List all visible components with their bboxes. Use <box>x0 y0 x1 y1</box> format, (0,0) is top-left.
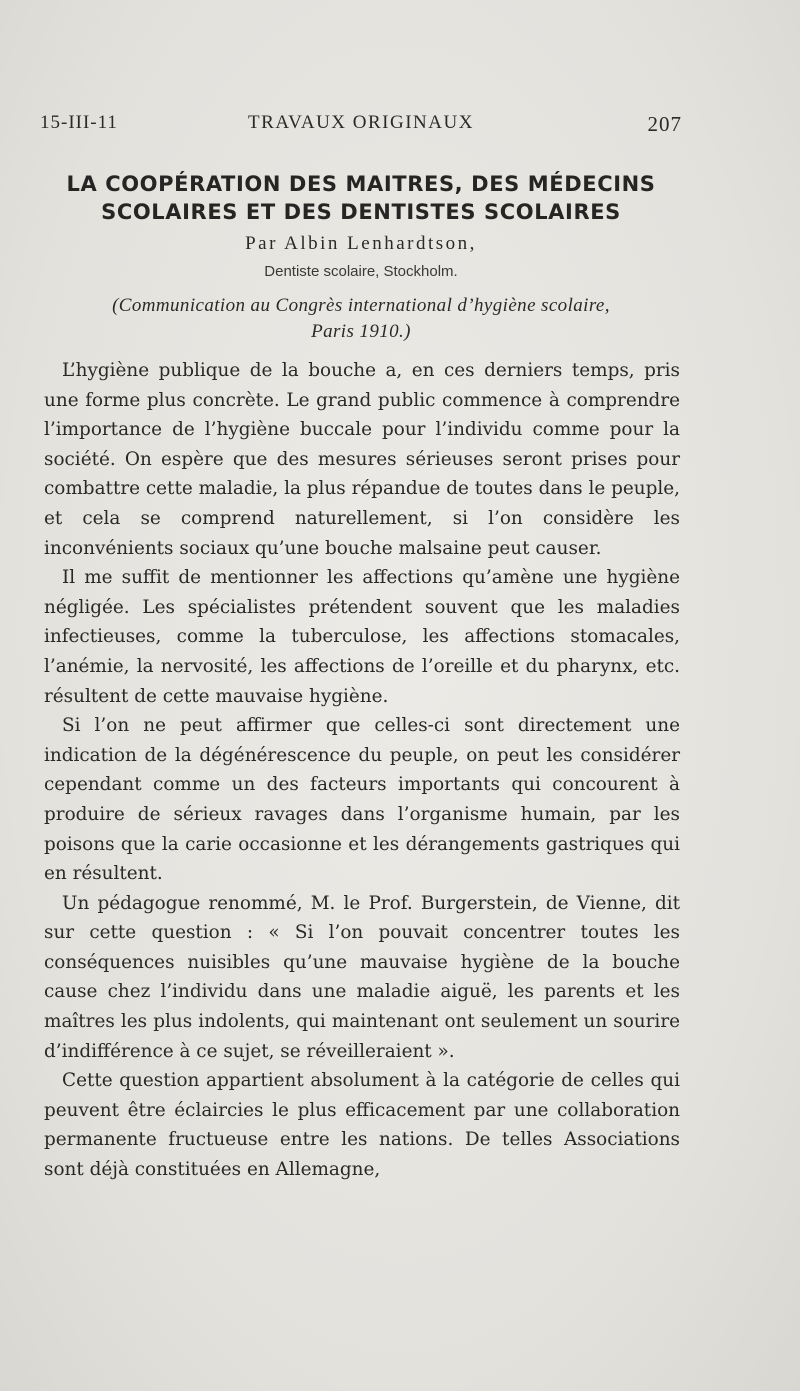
article-body <box>44 356 680 1185</box>
paragraph: Un pédagogue renommé, M. le Prof. Burgerstein, de Vienne, dit sur cette question : « Si l’on pouvait concentrer toutes les conséquences nuisibles qu’une mauvaise hygiène de la bouche cause chez l’individu dans une maladie aiguë, les parents et les maîtres les plus indolents, qui maintenant ont seulement un sourire d’indifférence à ce sujet, se réveilleraient ». <box>44 892 680 1062</box>
paragraph: Si l’on ne peut affirmer que celles-ci sont directement une indication de la dégénérescence du peuple, on peut les considérer cependant comme un des facteurs importants qui concourent à produire de sérieux ravages dans l’organisme humain, par les poisons que la carie occasionne et les dérangements gastriques qui en résultent. <box>44 715 680 885</box>
article-title-line-2: SCOLAIRES ET DES DENTISTES SCOLAIRES <box>101 200 621 224</box>
communication-note <box>40 293 682 345</box>
section-title: TRAVAUX ORIGINAUX <box>248 112 474 133</box>
article-title <box>40 170 682 226</box>
author-affiliation: Dentiste scolaire, Stockholm. <box>264 263 458 280</box>
paragraph: Cette question appartient absolument à la catégorie de celles qui peuvent être éclaircies le plus efficacement par une collaboration permanente fructueuse entre les nations. De telles Associations sont déjà constituées en Allemagne, <box>44 1070 680 1181</box>
communication-note-line-2: Paris 1910.) <box>311 321 411 342</box>
paragraph: L’hygiène publique de la bouche a, en ces derniers temps, pris une forme plus concrète. Le grand public commence à comprendre l’importance de l’hygiène buccale pour l’individu comme pour la société. On espère que des mesures sérieuses seront prises pour combattre cette maladie, la plus répandue de toutes dans le peuple, et cela se comprend naturellement, si l’on considère les inconvénients sociaux qu’une bouche malsaine peut causer. <box>44 360 680 559</box>
paragraph: Il me suffit de mentionner les affections qu’amène une hygiène négligée. Les spécialistes prétendent souvent que les maladies infectieuses, comme la tuberculose, les affections stomacales, l’anémie, la nervosité, les affections de l’oreille et du pharynx, etc. résultent de cette mauvaise hygiène. <box>44 567 680 707</box>
article-title-line-1: LA COOPÉRATION DES MAITRES, DES MÉDECINS <box>66 172 656 196</box>
page-number: 207 <box>647 112 682 136</box>
communication-note-line-1: (Communication au Congrès international d’hygiène scolaire, <box>112 295 610 316</box>
issue-date: 15-III-11 <box>40 112 118 133</box>
running-header <box>40 112 682 142</box>
author-byline: Par Albin Lenhardtson, <box>245 233 477 254</box>
